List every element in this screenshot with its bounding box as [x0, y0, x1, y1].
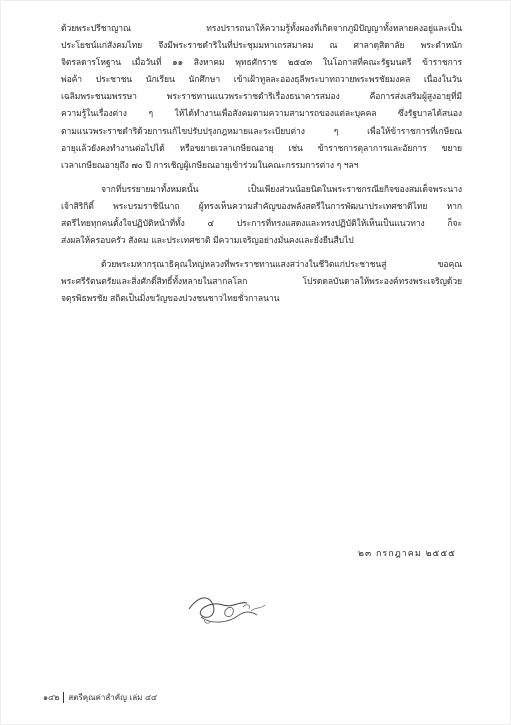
text-line: เฉลิมพระชนมพรรษา พระราชทานแนวพระราชดำริเรื่องธนาคารสมอง คือการส่งเสริมผู้สูงอายุที่มี: [61, 92, 462, 103]
text-line: อายุแล้วยังคงทำงานต่อไปได้ หรือขยายเวลาเกษียณอายุ เช่น ข้าราชการตุลาการและอัยการ ขยาย: [61, 143, 462, 154]
text-line: ประโยชน์แก่สังคมไทย จึงมีพระราชดำริในที่ประชุมมหาเถรสมาคม ณ ศาลาดุสิดาลัย พระตำหนัก: [61, 41, 462, 52]
text-line: จิตรลดารโหฐาน เมื่อวันที่ ๑๑ สิงหาคม พุทธศักราช ๒๕๔๓ ในโอกาสที่คณะรัฐมนตรี ข้าราชการ: [61, 58, 462, 69]
text-line: ส่งผลให้ครอบครัว สังคม และประเทศชาติ มีความเจริญอย่างมั่นคงและยั่งยืนสืบไป: [61, 236, 354, 247]
body-text: [61, 21, 462, 309]
signature-flourish: [181, 581, 271, 631]
text-line: ด้วยพระปรีชาญาณ ทรงปรารถนาให้ความรู้ทั้งผองที่เกิดจากภูมิปัญญาทั้งหลายคงอยู่และเป็น: [61, 24, 462, 34]
footer-divider: [63, 692, 64, 703]
paragraph: [61, 21, 462, 175]
text-line: ด้วยพระมหากรุณาธิคุณใหญ่หลวงที่พระราชทานแสงสว่างในชีวิตแก่ประชาชนสู่ ขอคุณ: [101, 260, 462, 271]
text-line: จากที่บรรยายมาทั้งหมดนั้น เป็นเพียงส่วนน้อยนิดในพระราชกรณียกิจของสมเด็จพระนาง: [101, 184, 462, 195]
page-number: ๑๔๒: [43, 693, 60, 702]
text-line: ความรู้ในเรื่องต่าง ๆ ให้ได้ทำงานเพื่อสังคมตามความสามารถของแต่ละบุคคล ซึ่งรัฐบาลได้สนอง: [61, 109, 462, 120]
page-footer: [43, 691, 157, 704]
text-line: พ่อค้า ประชาชน นักเรียน นักศึกษา เข้าเฝ้าทูลละอองธุลีพระบาทถวายพระพรชัยมงคล เนื่องในวัน: [61, 75, 462, 86]
text-line: สตรีไทยทุกคนตั้งใจปฏิบัติหน้าที่ทั้ง ๔ ประการที่ทรงแสดงและทรงปฏิบัติให้เห็นเป็นแนวทาง ก็จะ: [61, 219, 462, 230]
text-line: พระศรีรัตนตรัยและสิ่งศักดิ์สิทธิ์ทั้งหลายในสากลโลก โปรดดลบันดาลให้พระองค์ทรงพระเจริญด้วย: [61, 277, 462, 288]
text-line: จตุรพิธพรชัย สถิตเป็นมิ่งขวัญของปวงชนชาวไทยชั่วกาลนาน: [61, 294, 280, 305]
text-line: เจ้าสิริกิติ์ พระบรมราชินีนาถ ผู้ทรงเห็นความสำคัญของพลังสตรีในการพัฒนาประเทศชาติไทย หาก: [61, 201, 462, 212]
paragraph: [61, 257, 462, 308]
text-line: เวลาเกษียณอายุถึง ๗๐ ปี การเชิญผู้เกษียณอายุเข้าร่วมในคณะกรรมการต่าง ๆ ฯลฯ: [61, 160, 359, 171]
paragraph: [61, 182, 462, 250]
text-line: ตามแนวพระราชดำริด้วยการแก้ไขปรับปรุงกฎหมายและระเบียบต่าง ๆ เพื่อให้ข้าราชการที่เกษียณ: [61, 126, 462, 137]
book-title: สตรีคุณค่าสำคัญ เล่ม ๔๔: [68, 693, 158, 702]
date-line: ๒๓ กรกฎาคม ๒๕๕๕: [358, 549, 456, 559]
